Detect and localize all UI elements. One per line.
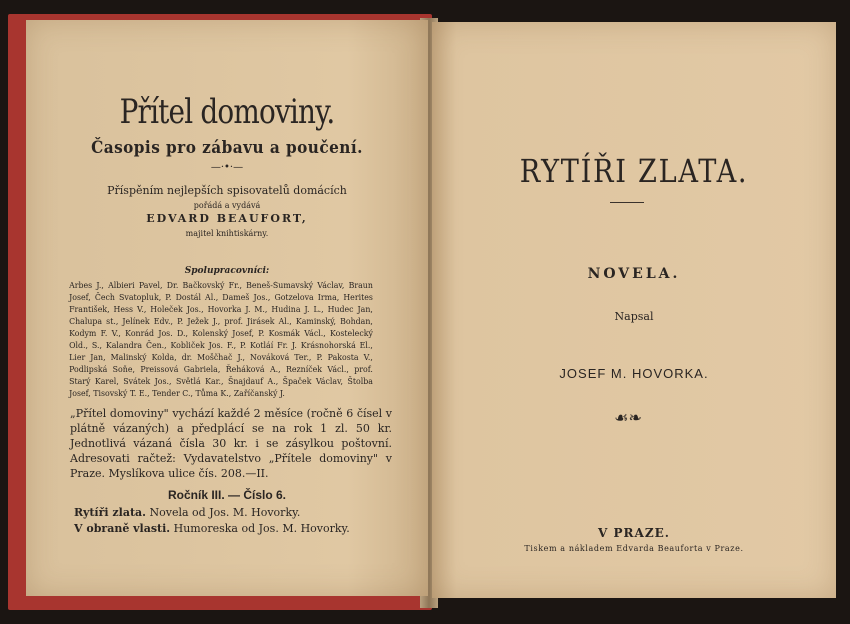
- flourish-ornament-icon: ☙❧: [614, 408, 642, 427]
- contents-item-1-desc: Novela od Jos. M. Hovorky.: [146, 506, 301, 519]
- magazine-title: Přítel domoviny.: [119, 92, 335, 132]
- issue-number: Ročník III. — Číslo 6.: [167, 488, 287, 502]
- editor-role: majitel knihtiskárny.: [185, 229, 269, 238]
- contents-item-2-title: V obraně vlasti.: [74, 522, 171, 535]
- left-page: [26, 20, 428, 596]
- contents-item-2: [74, 522, 350, 535]
- ornament-divider: —·•·—: [210, 162, 244, 173]
- contributors-heading: Spolupracovníci:: [184, 266, 270, 276]
- title-rule: [610, 202, 644, 203]
- publication-place: V PRAZE.: [598, 526, 670, 540]
- printer-line: Tiskem a nákladem Edvarda Beauforta v Praze.: [524, 544, 744, 553]
- contents-item-1: [74, 506, 300, 519]
- contributors-list: Arbes J., Albieri Pavel, Dr. Bačkovský Fr., Beneš-Šumavský Václav, Braun Josef, Čech Svatopluk, P. Dostál Al., Dameš Jos., Gotzelova Irma, Herites František, Hess V., Holeček Jos., Hovorka J. M., Hudina J. L., Hudec Jan, Chalupa st., Jelínek Edv., P. Ježek J., prof. Jirásek Al., Kaminský, Bohdan, Kodym F. V., Konrád Jos. D., Kolenský Josef, P. Kosmák Václ., Kostelecký Old., S., Kalandra Čen., Kobliček Jos. F., P. Kotláí Fr. J. Krásnohorská El., Lier Jan, Malinský Kolda, dr. Moščhač J., Nováková Ter., P. Pakosta V., Podlipská Soňe, Preissová Gabriela, Řeháková A., Rezníček Václ., prof. Starý Karel, Svátek Jos., Světlá Kar., Šnajdauf A., Špaček Václav, Štolba Josef, Tisovský T. E., Tender C., Tůma K., Zaříčanský J.: [69, 281, 373, 398]
- contents-item-2-desc: Humoreska od Jos. M. Hovorky.: [170, 522, 350, 535]
- contents-item-1-title: Rytíři zlata.: [74, 506, 146, 519]
- genre-label: NOVELA.: [587, 266, 681, 282]
- editor-line: pořádá a vydává: [193, 201, 261, 210]
- book-title: RYTÍŘI ZLATA.: [519, 152, 749, 190]
- subscription-info: „Přítel domoviny" vychází každé 2 měsíce (ročně 6 čísel v plátně vázaných) a předplácí se na rok 1 zl. 50 kr. Jednotlivá vázaná čísla 30 kr. i se zásylkou poštovní. Adresovati račtež: Vydavatelstvo „Přítele domoviny" v Praze. Myslíkova ulice čís. 208.—II.: [70, 407, 392, 480]
- contributors-intro: Příspěním nejlepších spisovatelů domácích: [107, 184, 347, 197]
- magazine-subtitle: Časopis pro zábavu a poučení.: [91, 138, 363, 158]
- author-name: JOSEF M. HOVORKA.: [559, 366, 709, 381]
- editor-name: EDVARD BEAUFORT,: [146, 212, 308, 225]
- written-by-label: Napsal: [614, 310, 654, 323]
- right-page: [432, 22, 836, 598]
